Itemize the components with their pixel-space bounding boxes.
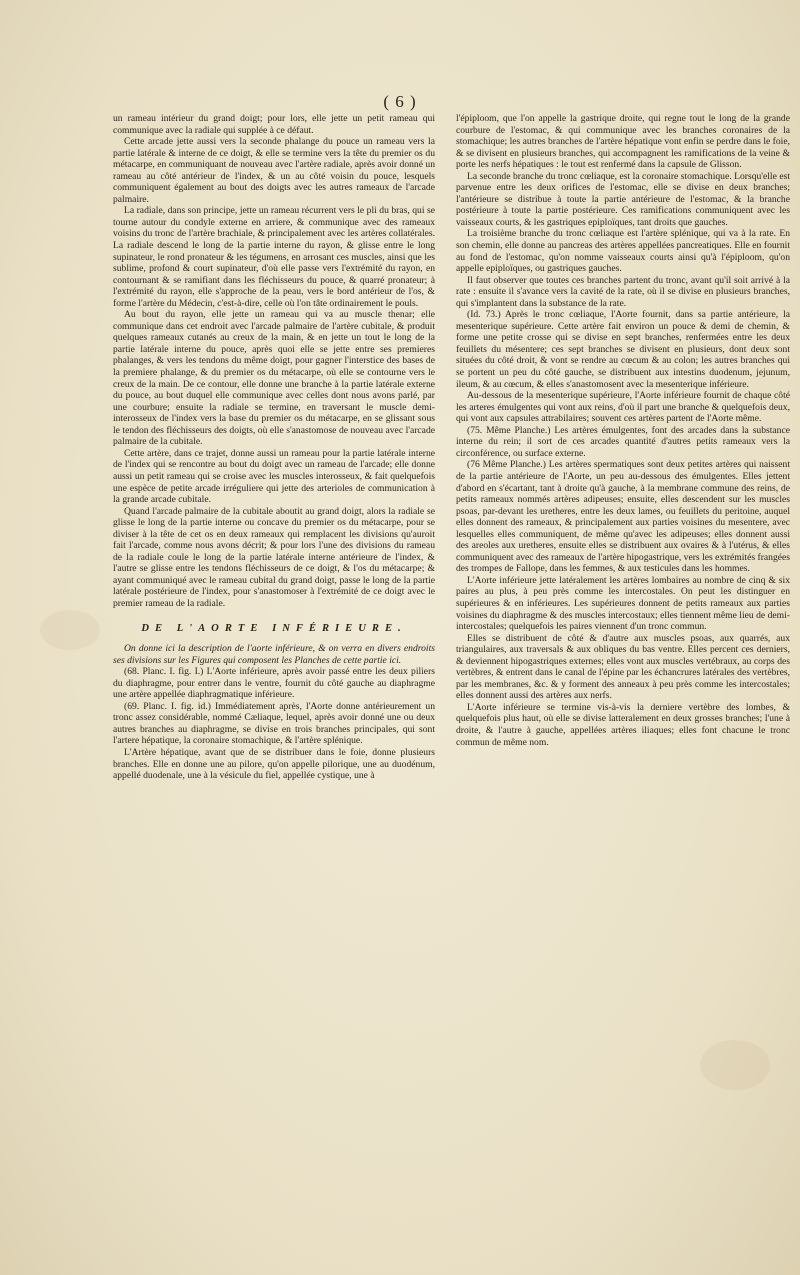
paragraph: (76 Même Planche.) Les artères spermatiques sont deux petites artères qui naissent de la partie antérieure de l'Aorte, un peu au-dessous des émulgentes. Elles jettent d'abord en s'écartant, tant à droite qu'à gauche, à la membrane commune des reins, de petits rameaux nommés artères adipeuses; ensuite, elles descendent sur les muscles psoas, par-devant les uretheres, entre les deux lames, ou feuillets du peritoine, auquel elles donnent des rameaux, & principalement aux parties voisines du mesentere, avec lesquelles elles communiquent, de même qu'avec les adipeuses; elles donnent aussi des areoles aux uretheres, ensuite elles se distribuent aux ovaires & à l'utérus, & elles communiquent avec des rameaux de l'artère hipogastrique, vers les extrémités frangées des trompes de Fallope, dans les femmes, & aux testicules dans les hommes. (456, 459, 790, 575)
paragraph: Quand l'arcade palmaire de la cubitale aboutit au grand doigt, alors la radiale se glisse le long de la partie interne ou concave du premier os du métacarpe, pour se diviser à la tête de cet os en deux rameaux qui remplacent les divisions qu'auroit fait l'arcade, comme nous avons décrit; & pour lors l'une des divisions du rameau de la radiale coule le long de la partie latérale interne antérieure de l'index, & l'autre se glisse entre les tendons fléchisseurs de ce doigt, & l'os du métacarpe; & ayant communiqué avec le rameau cubital du grand doigt, passe le long de la partie latérale postérieure de l'index, pour s'anastomoser à l'extrémité de ce doigt avec le premier rameau de la radiale. (113, 505, 435, 609)
paragraph: La troisième branche du tronc cœliaque est l'artère splénique, qui va à la rate. En son chemin, elle donne au pancreas des artères appellées pancreatiques. Elle en fournit au fond de l'estomac, qu'on nomme vaisseaux courts ainsi qu'à l'épiploom, qu'on appelle epiploïques, ou gastriques gauches. (456, 228, 790, 275)
paragraph: Cette arcade jette aussi vers la seconde phalange du pouce un rameau vers la partie latérale & interne de ce doigt, & elle se termine vers la tête du premier os du métacarpe, en communiquant de nouveau avec l'artère radiale, après avoir donné un rameau au côté antérieur de l'index, & un au côté voisin du pouce, lesquels communiquent également au bout des doigts avec les autres rameaux de l'arcade palmaire. (113, 136, 435, 205)
section-heading: DE L'AORTE INFÉRIEURE. (141, 622, 407, 634)
paragraph: Au-dessous de la mesenterique supérieure, l'Aorte inférieure fournit de chaque côté les arteres émulgentes qui vont aux reins, d'où il part une branche & quelquefois deux, qui vont aux capsules attrabilaires; souvent ces artères partent de l'Aorte même. (456, 390, 790, 425)
paragraph: (75. Même Planche.) Les artères émulgentes, font des arcades dans la substance interne du rein; il sort de ces arcades quantité d'autres petits rameaux vers la circonférence, ou surface externe. (456, 424, 790, 459)
paragraph: La seconde branche du tronc cœliaque, est la coronaire stomachique. Lorsqu'elle est parvenue entre les deux orifices de l'estomac, elle se divise en deux branches; l'antérieure se distribue à toute la partie antérieure de l'estomac, & la branche postérieure à toute la partie postérieure. Ces ramifications communiquent avec les vaisseaux courts, & les gastriques epiploïques, tant droits que gauches. (456, 170, 790, 228)
paragraph: Elles se distribuent de côté & d'autre aux muscles psoas, aux quarrés, aux triangulaires, aux traversals & aux obliques du bas ventre. Elles percent ces derniers, & deviennent hipogastriques externes; elles vont aux muscles vertébraux, au corps des vertèbres, & entrent dans le canal de l'épine par les échancrures latérales des vertèbres, par les membranes, &c. & y forment des anneaux à peu près comme les intercostales; elles donnent aussi des artères aux nerfs. (456, 632, 790, 702)
paragraph: (Id. 73.) Après le tronc cœliaque, l'Aorte fournit, dans sa partie antérieure, la mesenterique supérieure. Cette artère fait environ un pouce & demi de chemin, & forme une petite crosse qui se divise en sept branches, renfermées entre les deux feuillets du mésentere; ces sept branches se divisent en plusieurs, dont deux sont situées du côté droit, & vont se rendre au cœcum & au colon; les autres branches qui se portent un peu du côté gauche, se distribuent aux intestins duodenum, jejunum, ileum, & au cœcum, & elles s'anastomosent avec la mesenterique inférieure. (456, 309, 790, 390)
paragraph: L'Artère hépatique, avant que de se distribuer dans le foie, donne plusieurs branches. Elle en donne une au pilore, qu'on appelle pilorique, une au duodénum, appellé duodenale, une à la vésicule du fiel, appellée cystique, une à (113, 746, 435, 782)
paragraph: (69. Planc. I. fig. id.) Immédiatement après, l'Aorte donne antérieurement un tronc assez considérable, nommé Cæliaque, lequel, après avoir donné une ou deux autres branches au diaphragme, se divise en trois branches principales, qui sont l'artere hépatique, la coronaire stomachique, & l'artère splénique. (113, 700, 435, 747)
paper-stain (40, 610, 100, 650)
paragraph: (68. Planc. I. fig. I.) L'Aorte inférieure, après avoir passé entre les deux piliers du diaphragme, pour entrer dans le ventre, fournit du côté gauche au diaphragme une artère appellée diaphragmatique inférieure. (113, 666, 435, 701)
paragraph: Cette artère, dans ce trajet, donne aussi un rameau pour la partie latérale interne de l'index qui se rencontre au bout du doigt avec un rameau de l'arcade; elle donne aussi un petit rameau qui se croise avec les muscles interosseux, & fait quelquefois une espèce de petite arcade irréguliere qui jette des arterioles de communication à la grande arcade cubitale. (113, 447, 435, 506)
paper-stain (700, 1040, 770, 1090)
left-column (113, 113, 435, 782)
paragraph: L'Aorte inférieure jette latéralement les artères lombaires au nombre de cinq & six paires au plus, à peu près comme les intercostales. On peut les distinguer en supérieures & en inférieures. Les supérieures donnent de petits rameaux aux parties voisines du diaphragme & des muscles intercostaux; elles tiennent même lieu de demi-intercostales; quelquefois les paires viennent d'un tronc commun. (456, 574, 790, 633)
page-number: ( 6 ) (383, 92, 417, 111)
paragraph: Il faut observer que toutes ces branches partent du tronc, avant qu'il soit arrivé à la rate : ensuite il s'avance vers la cavité de la rate, où il se divise en plusieurs branches, qui s'implantent dans la substance de la rate. (456, 274, 790, 309)
paragraph: L'Aorte inférieure se termine vis-à-vis la derniere vertèbre des lombes, & quelquefois plus haut, où elle se divise latteralement en deux grosses branches; l'une à droite, & l'autre à gauche, appellées artères iliaques; elles font chacune le tronc commun de même nom. (456, 701, 790, 748)
section-note: On donne ici la description de l'aorte inférieure, & on verra en divers endroits ses divisions sur les Figures qui composent les Planches de cette partie ici. (113, 643, 435, 666)
paragraph: l'épiploom, que l'on appelle la gastrique droite, qui regne tout le long de la grande courbure de l'estomac, & qui communique avec les branches coronaires de la stomachique; les autres branches de l'artère hépatique vont enfin se perdre dans le foie, & se divisent en plusieurs branches, qui accompagnent les ramifications de la veine & porte les nerfs hépatiques : le tout est renfermé dans la capsule de Glisson. (456, 113, 790, 171)
right-column (456, 113, 790, 748)
paragraph: La radiale, dans son principe, jette un rameau récurrent vers le pli du bras, qui se tourne autour du condyle externe en arriere, & communique avec des rameaux voisins du tronc de l'artère brachiale, & principalement avec les artères collatérales. La radiale descend le long de la partie interne du rayon, & glisse entre le long supinateur, le rond pronateur & les tégumens, en arrosant ces muscles, ainsi que les sublime, profond & court supinateur, d'où elle passe vers l'extrémité du rayon, en contournant & se ramifiant dans les fléchisseurs du pouce, & quarré pronateur; à l'extrémité du rayon, elle s'approche de la peau, vers le bord antérieur de l'os, & forme l'artère du Médecin, c'est-à-dire, celle où l'on tâte ordinairement le pouls. (113, 205, 435, 309)
paragraph: Au bout du rayon, elle jette un rameau qui va au muscle thenar; elle communique dans cet endroit avec l'arcade palmaire de l'artère cubitale, & produit quelques rameaux cutanés au creux de la main, & en jette un tout le long de la partie latérale interne du pouce, après quoi elle se jette entre ses premieres phalanges, & vers les tendons du même doigt, pour gagner l'interstice des bases de la premiere phalange, & du premier os du métacarpe, où elle se contourne vers le creux de la main. De ce contour, elle donne une branche à la partie latérale externe du pouce, au bout duquel elle communique avec celles dont nous avons parlé, par une courbure; ensuite la radiale se termine, en traversant le muscle demi-interosseux de l'index vers la base du premier os du métacarpe, en se glissant sous le tendon des fléchisseurs des doigts, où elle s'anastomose de nouveau avec l'arcade palmaire de la cubitale. (113, 309, 435, 448)
paragraph: un rameau intérieur du grand doigt; pour lors, elle jette un petit rameau qui communique avec la radiale qui supplée à ce défaut. (113, 113, 435, 136)
